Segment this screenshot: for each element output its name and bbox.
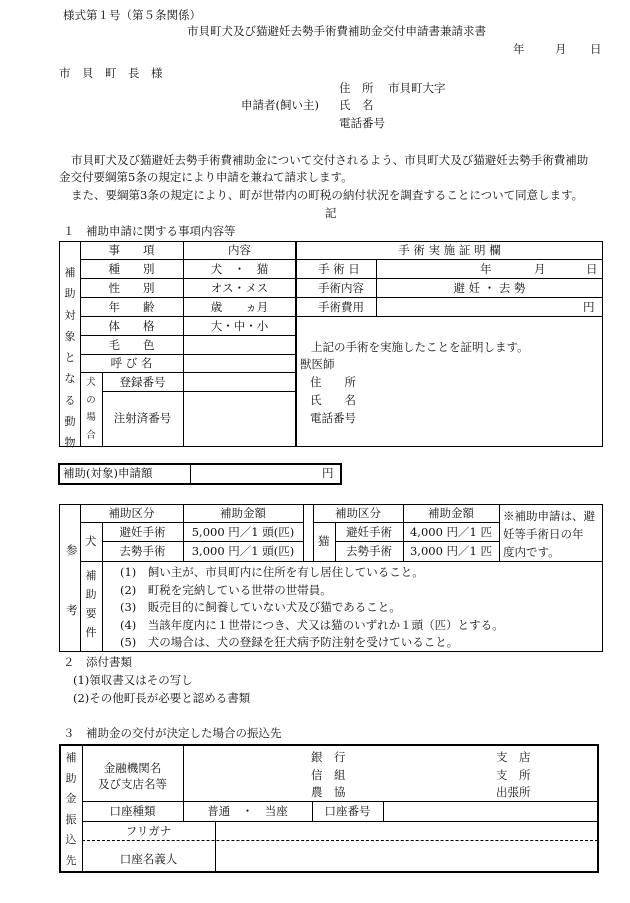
cat-neuter-label: 去勢手術 [346,544,392,558]
age-label: 年 齢 [108,300,155,314]
vet-name-label: 氏 名 [310,393,356,407]
application-amount-unit[interactable]: 円 [322,466,334,480]
account-type-label: 口座種類 [109,804,156,818]
applicant-label: 申請者(飼い主) [241,98,319,112]
kind-label: 種 別 [108,262,155,276]
requirement-item: (3) 販売目的に飼養していない犬及び猫であること。 [120,600,401,615]
cat-label: 猫 [318,534,330,548]
cat-category-header: 補助区分 [335,506,381,520]
dog-amount-header: 補助金額 [220,506,266,520]
dog-category-header: 補助区分 [108,506,155,520]
requirement-item: (2) 町税を完納している世帯の世帯員。 [120,582,332,597]
surgery-content-value[interactable]: 避 妊 ・ 去 勢 [453,281,526,295]
registration-number-label: 登録番号 [119,375,166,389]
surgery-cost-label: 手術費用 [318,300,364,314]
bank-name-label: 金融機関名 及び支店名等 [98,761,167,791]
animal-vertical-label: 補 助 対 象 と な る 動 物 [64,266,76,450]
vet-phone-label: 電話番号 [310,411,356,425]
body-text-line1: 市貝町犬及び猫避妊去勢手術費補助金について交付されるよう、市貝町犬及び猫避妊去勢手術費補助 [71,153,589,167]
applicant-phone-label: 電話番号 [339,116,385,130]
dog-label: 犬 [85,534,97,548]
bank-type-options[interactable]: 銀 行 信 組 農 協 [311,750,346,799]
section3-heading: ３ 補助金の交付が決定した場合の振込先 [63,726,282,740]
surgery-heading: 手 術 実 施 証 明 欄 [398,243,501,257]
date-year-label: 年 [513,42,525,56]
furigana-label: フリガナ [125,824,172,838]
section1-heading: １ 補助申請に関する事項内容等 [63,224,236,238]
dog-spay-amount: 5,000 円／1 頭(匹) [191,525,295,539]
kind-value[interactable]: 犬 ・ 猫 [210,262,269,276]
body-size-label: 体 格 [108,319,155,333]
injection-number-label: 注射済番号 [113,411,172,425]
reference-label-top: 参 [66,543,78,557]
account-number-label: 口座番号 [324,804,371,818]
branch-type-options[interactable]: 支 店 支 所 出張所 [496,750,531,799]
account-holder-label: 口座名義人 [119,852,178,866]
body-size-value[interactable]: 大・中・小 [210,319,269,333]
applicant-address-label: 住 所 [339,81,374,95]
coat-color-label: 毛 色 [108,338,155,352]
surgery-day-label: 日 [586,262,598,276]
attachment-item: (2)その他町長が必要と認める書類 [73,691,251,705]
requirement-item: (1) 飼い主が、市貝町内に住所を有し居住していること。 [120,565,424,579]
ki-label: 記 [325,206,337,220]
attachment-item: (1)領収書又はその写し [73,673,193,687]
addressee: 市 貝 町 長 様 [59,66,163,80]
body-text-line2: 金交付要綱第5条の規定により申請を兼ねて請求します。 [59,170,353,184]
dog-spay-label: 避妊手術 [119,525,166,539]
call-name-label: 呼 び 名 [110,356,153,370]
dog-neuter-amount: 3,000 円／1 頭(匹) [191,544,295,558]
dog-only-vertical-label: 犬 の 場 合 [86,377,96,441]
surgery-month-label: 月 [534,262,546,276]
account-type-value[interactable]: 普通 ・ 当座 [207,804,288,818]
form-number: 様式第１号（第５条関係） [63,8,201,22]
vet-label: 獣医師 [300,357,335,371]
application-amount-label: 補助(対象)申請額 [63,466,153,480]
surgery-date-label: 手 術 日 [318,262,360,276]
cat-spay-amount: 4,000 円／1 匹 [409,525,493,539]
age-value[interactable]: 歳 ヵ月 [210,300,269,314]
body-text-line3: また、要綱第3条の規定により、町が世帯内の町税の納付状況を調査することについて同意します。 [71,188,584,202]
document-title: 市貝町犬及び猫避妊去勢手術費補助金交付申請書兼請求書 [187,24,486,38]
col-content-header: 内容 [228,243,251,257]
cat-amount-header: 補助金額 [428,506,474,520]
transfer-vertical-label: 補 助 金 振 込 先 [65,751,77,867]
cat-neuter-amount: 3,000 円／1 匹 [409,544,493,558]
date-day-label: 日 [590,42,602,56]
sex-label: 性 別 [108,281,155,295]
requirement-item: (4) 当該年度内に１世帯につき、犬又は猫のいずれか１頭（匹）とする。 [120,617,504,632]
sex-value[interactable]: オス・メス [210,281,269,295]
requirements-vertical-label: 補 助 要 件 [85,569,97,639]
application-period-note: ※補助申請は、避 妊等手術日の年 度内です。 [503,509,595,559]
surgery-cost-unit: 円 [583,300,595,314]
dog-neuter-label: 去勢手術 [119,544,166,558]
applicant-address-value: 市貝町大字 [388,81,446,95]
section2-heading: ２ 添付書類 [63,655,132,669]
surgery-content-label: 手術内容 [318,281,364,295]
reference-label-bottom: 考 [66,603,78,617]
cat-spay-label: 避妊手術 [346,525,392,539]
col-item-header: 事 項 [108,243,155,257]
applicant-name-label: 氏 名 [339,98,374,112]
surgery-year-label: 年 [480,262,492,276]
requirements-list [120,564,504,652]
date-month-label: 月 [555,42,567,56]
vet-address-label: 住 所 [310,375,356,389]
certification-text: 上記の手術を実施したことを証明します。 [311,340,529,354]
requirement-item: (5) 犬の場合は、犬の登録を狂犬病予防注射を受けていること。 [120,635,459,650]
